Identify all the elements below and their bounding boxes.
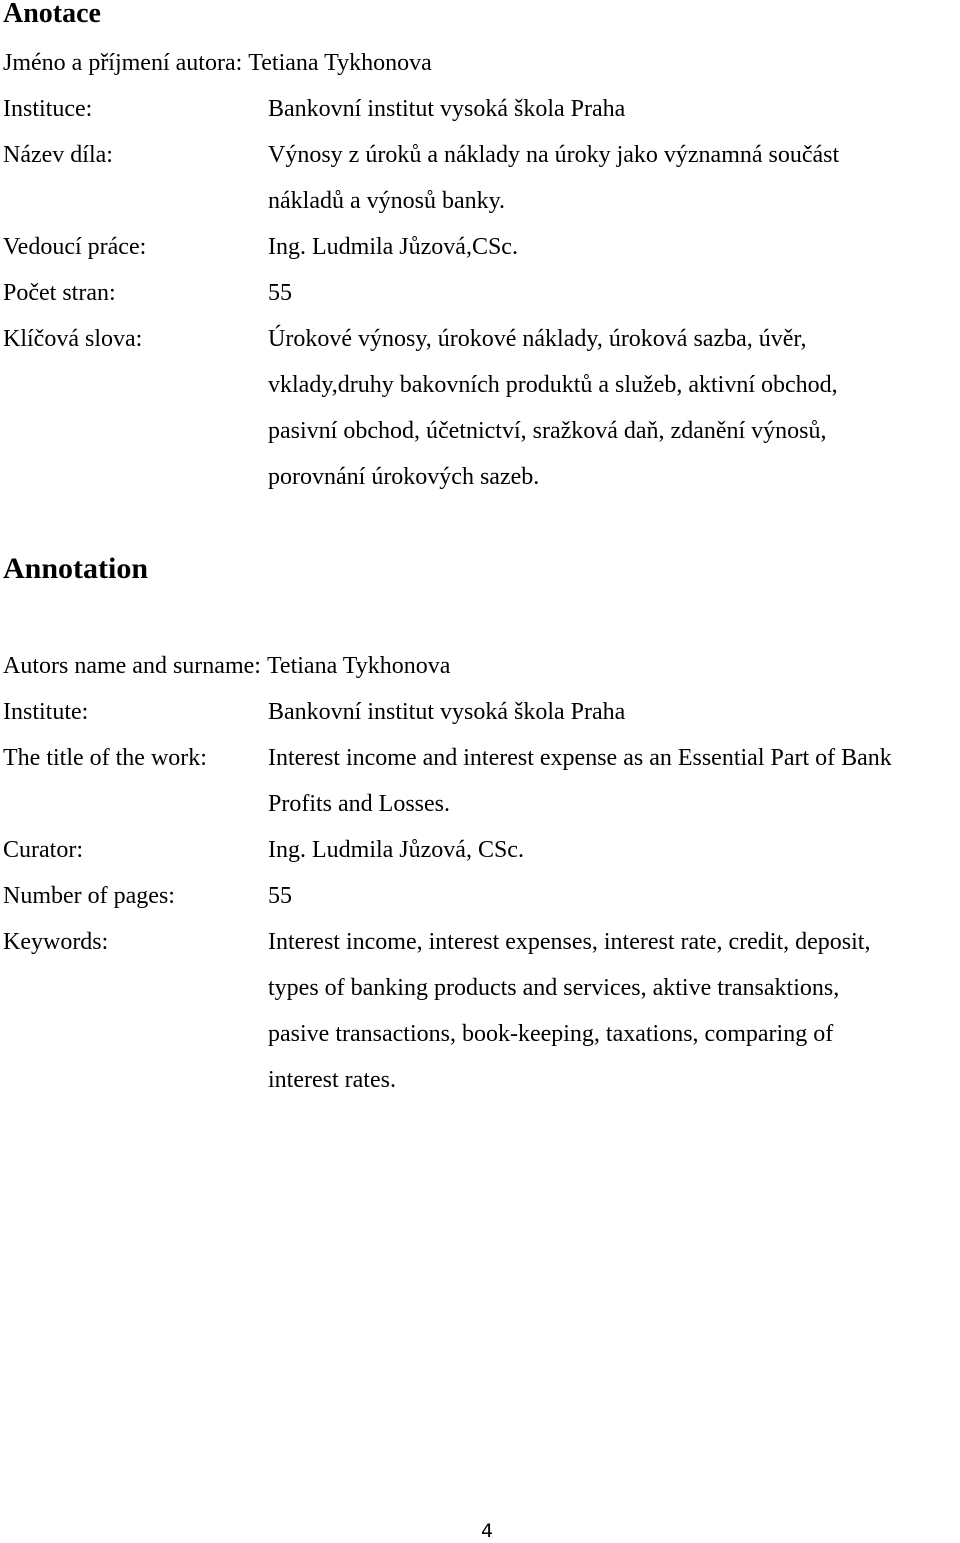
- annotation-heading: Annotation: [3, 552, 149, 585]
- cz-title-line: nákladů a výnosů banky.: [268, 188, 506, 214]
- cz-keywords-line: vklady,druhy bakovních produktů a služeb, aktivní obchod,: [268, 372, 838, 398]
- en-keywords-line: interest rates.: [268, 1067, 396, 1093]
- en-author-row: [3, 651, 450, 681]
- en-curator-label: Curator:: [3, 837, 83, 863]
- anotace-heading: Anotace: [3, 0, 101, 29]
- cz-supervisor-value: Ing. Ludmila Jůzová,CSc.: [268, 234, 518, 260]
- cz-supervisor-label: Vedoucí práce:: [3, 234, 147, 260]
- en-keywords-label: Keywords:: [3, 929, 109, 955]
- en-title-line: Profits and Losses.: [268, 791, 450, 817]
- cz-keywords-line: porovnání úrokových sazeb.: [268, 464, 540, 490]
- en-institute-value: Bankovní institut vysoká škola Praha: [268, 699, 626, 725]
- en-pages-value: 55: [268, 883, 292, 909]
- en-keywords-line: types of banking products and services, aktive transaktions,: [268, 975, 840, 1001]
- en-title-line: Interest income and interest expense as an Essential Part of Bank: [268, 745, 892, 771]
- en-curator-value: Ing. Ludmila Jůzová, CSc.: [268, 837, 524, 863]
- cz-pages-value: 55: [268, 280, 292, 306]
- cz-keywords-line: Úrokové výnosy, úrokové náklady, úroková sazba, úvěr,: [268, 326, 807, 352]
- en-pages-label: Number of pages:: [3, 883, 175, 909]
- cz-pages-label: Počet stran:: [3, 280, 116, 306]
- cz-institution-label: Instituce:: [3, 96, 93, 122]
- cz-author-value: Tetiana Tykhonova: [248, 50, 432, 76]
- cz-title-line: Výnosy z úroků a náklady na úroky jako významná součást: [268, 142, 840, 168]
- en-title-label: The title of the work:: [3, 745, 207, 771]
- en-author-value: Tetiana Tykhonova: [266, 653, 451, 679]
- page-number: 4: [480, 1520, 494, 1542]
- cz-keywords-label: Klíčová slova:: [3, 326, 143, 352]
- cz-title-label: Název díla:: [3, 142, 113, 168]
- en-keywords-line: pasive transactions, book-keeping, taxations, comparing of: [268, 1021, 834, 1047]
- cz-institution-value: Bankovní institut vysoká škola Praha: [268, 96, 626, 122]
- en-keywords-line: Interest income, interest expenses, interest rate, credit, deposit,: [268, 929, 871, 955]
- cz-keywords-line: pasivní obchod, účetnictví, sražková daň, zdanění výnosů,: [268, 418, 827, 444]
- en-institute-label: Institute:: [3, 699, 89, 725]
- en-author-label: Autors name and surname:: [3, 653, 261, 679]
- cz-author-row: [3, 48, 432, 78]
- cz-author-label: Jméno a příjmení autora:: [3, 50, 243, 76]
